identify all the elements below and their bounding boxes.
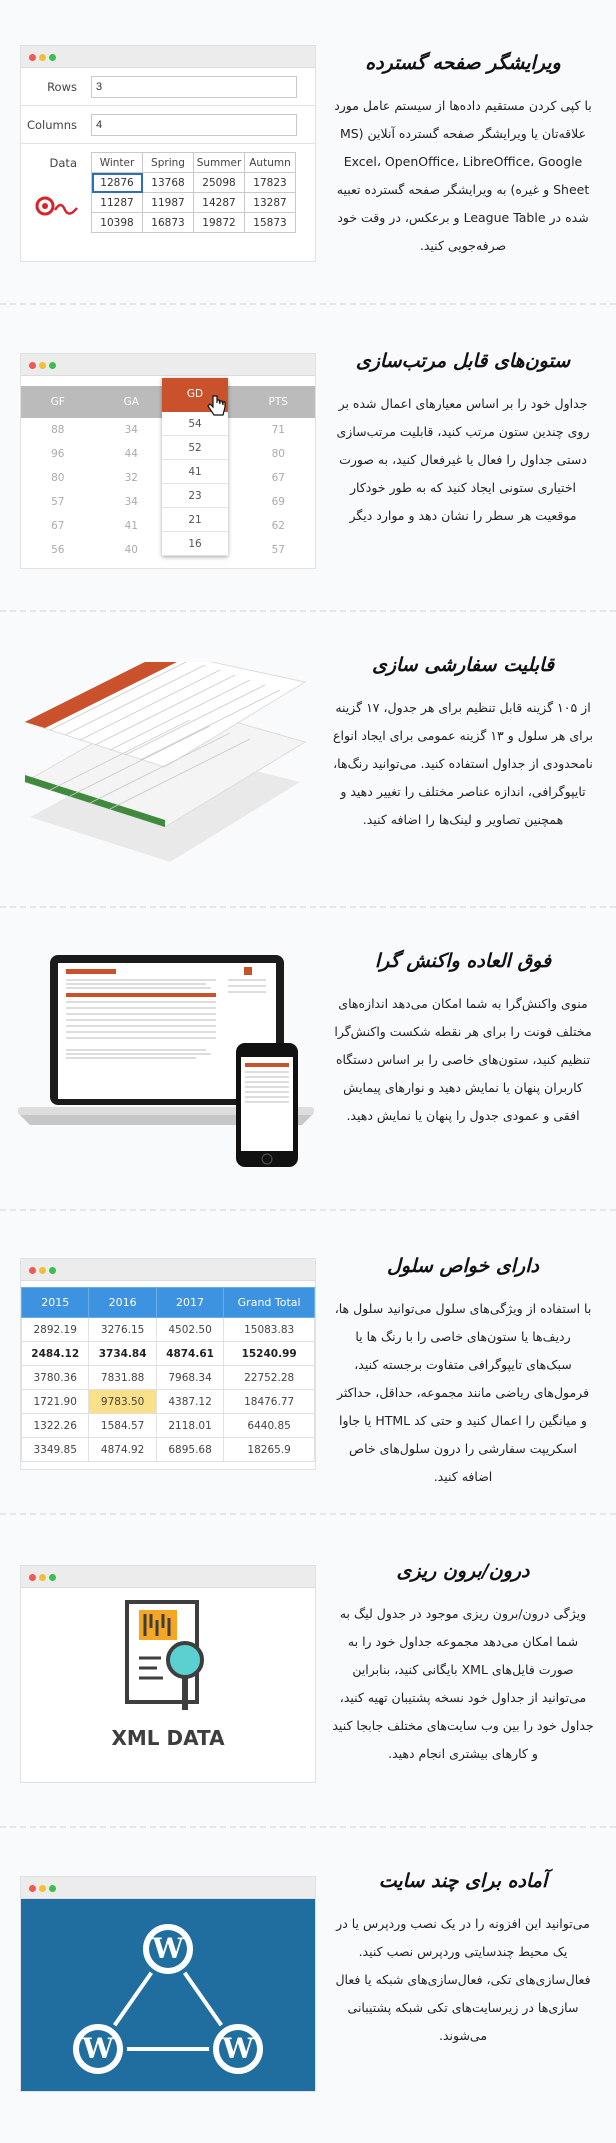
columns-label: Columns bbox=[26, 117, 77, 132]
section-description: از ۱۰۵ گزینه قابل تنظیم برای هر جدول، ۱۷ گزینه برای هر سلول و ۱۳ گزینه عمومی برای ایجاد انواع نامحدودی از جداول استفاده کنید. می‌توانید رنگ‌ها، تایپوگرافی، اندازه عناصر مختلف را تغییر دهید و همچنین تصاویر و لینک‌ها را اضافه کنید. bbox=[333, 700, 593, 827]
table-cell: 80 bbox=[271, 448, 285, 460]
table-cell: 41 bbox=[162, 460, 228, 484]
table-cell: 21 bbox=[162, 508, 228, 532]
columns-field-row bbox=[21, 106, 315, 144]
grid-cell[interactable]: 16873 bbox=[143, 213, 194, 233]
customization-text bbox=[332, 654, 594, 834]
table-cell: 7831.88 bbox=[89, 1366, 156, 1390]
minimize-dot-icon bbox=[39, 1267, 46, 1274]
maximize-dot-icon bbox=[49, 1267, 56, 1274]
table-row bbox=[22, 1390, 315, 1414]
table-cell: 44 bbox=[124, 448, 138, 460]
spreadsheet-window bbox=[20, 45, 316, 262]
section-sortable-columns bbox=[0, 305, 616, 612]
table-cell: 1721.90 bbox=[22, 1390, 89, 1414]
table-cell: 40 bbox=[124, 544, 138, 556]
window-titlebar bbox=[21, 1259, 315, 1281]
table-cell: 2118.01 bbox=[156, 1414, 223, 1438]
section-multisite bbox=[0, 1828, 616, 2143]
table-cell: 32 bbox=[124, 472, 138, 484]
table-row bbox=[22, 1438, 315, 1462]
section-description: با استفاده از ویژگی‌های سلول می‌توانید سلول ها، ردیف‌ها یا ستون‌های خاصی را با رنگ ها یا سبک‌های تایپوگرافی متفاوت برجسته کنید، فرمول‌های ریاضی مانند مجموعه، حداقل، حداکثر و میانگین را اعمال کنید و حتی کد HTML یا جاوا اسکریپت سفارشی را درون سلول‌های خاص اضافه کنید. bbox=[334, 1301, 592, 1484]
window-titlebar bbox=[21, 1877, 315, 1899]
maximize-dot-icon bbox=[49, 1885, 56, 1892]
grid-cell[interactable]: 10398 bbox=[92, 213, 143, 233]
xml-window bbox=[20, 1565, 316, 1783]
table-cell: 3780.36 bbox=[22, 1366, 89, 1390]
table-cell: 3276.15 bbox=[89, 1318, 156, 1342]
table-cell: 54 bbox=[162, 412, 228, 436]
section-title: ستون‌های قابل مرتب‌سازی bbox=[355, 350, 571, 372]
grid-cell-selected[interactable]: 12876 bbox=[92, 173, 143, 193]
table-cell: 67 bbox=[271, 472, 285, 484]
stacked-tables-illustration bbox=[20, 662, 310, 862]
cell-properties-table bbox=[21, 1287, 315, 1462]
minimize-dot-icon bbox=[39, 1885, 46, 1892]
section-responsive bbox=[0, 908, 616, 1211]
minimize-dot-icon bbox=[39, 54, 46, 61]
window-titlebar bbox=[21, 46, 315, 68]
sortable-window bbox=[20, 353, 316, 569]
laptop-phone-illustration bbox=[18, 953, 318, 1173]
column-header-gd[interactable]: GD bbox=[162, 378, 228, 412]
grid-cell[interactable]: 25098 bbox=[194, 173, 245, 193]
column-header: 2017 bbox=[156, 1288, 223, 1318]
table-cell: 57 bbox=[51, 496, 65, 508]
window-titlebar bbox=[21, 354, 315, 376]
xml-file-magnifier-icon bbox=[117, 1598, 221, 1718]
close-dot-icon bbox=[29, 1574, 36, 1581]
section-description: با کپی کردن مستقیم داده‌ها از سیستم عامل مورد علاقه‌تان یا ویرایشگر صفحه گسترده آنلاین (MS Excel، OpenOffice، LibreOffice، Google Sheet و غیره) به ویرایشگر صفحه گسترده تعبیه شده در League Table و برعکس، در وقت خود صرفه‌جویی کنید. bbox=[334, 98, 592, 253]
table-row bbox=[92, 213, 296, 233]
table-cell: 23 bbox=[162, 484, 228, 508]
table-cell: 2484.12 bbox=[22, 1342, 89, 1366]
section-title: ویرایشگر صفحه گسترده bbox=[365, 52, 561, 74]
grid-cell[interactable]: 15873 bbox=[245, 213, 296, 233]
close-dot-icon bbox=[29, 362, 36, 369]
cell-properties-text bbox=[332, 1255, 594, 1491]
grid-cell[interactable]: 11987 bbox=[143, 193, 194, 213]
section-import-export bbox=[0, 1515, 616, 1828]
table-cell: 18476.77 bbox=[224, 1390, 315, 1414]
close-dot-icon bbox=[29, 54, 36, 61]
table-row bbox=[92, 153, 296, 173]
grid-cell[interactable]: 17823 bbox=[245, 173, 296, 193]
table-cell: 4874.61 bbox=[156, 1342, 223, 1366]
table-cell: 96 bbox=[51, 448, 65, 460]
column-header-ga[interactable]: GA bbox=[95, 386, 169, 418]
maximize-dot-icon bbox=[49, 1574, 56, 1581]
table-cell: 22752.28 bbox=[224, 1366, 315, 1390]
table-cell: 18265.9 bbox=[224, 1438, 315, 1462]
minimize-dot-icon bbox=[39, 1574, 46, 1581]
table-cell: 67 bbox=[51, 520, 65, 532]
rows-input[interactable] bbox=[91, 76, 297, 98]
rows-label: Rows bbox=[47, 79, 77, 94]
table-cell: 15083.83 bbox=[224, 1318, 315, 1342]
grid-header-cell[interactable]: Summer bbox=[194, 153, 245, 173]
table-cell: 56 bbox=[51, 544, 65, 556]
data-label: Data bbox=[49, 156, 77, 170]
table-cell: 41 bbox=[124, 520, 138, 532]
table-cell: 69 bbox=[271, 496, 285, 508]
table-cell: 7968.34 bbox=[156, 1366, 223, 1390]
table-header-row bbox=[22, 1288, 315, 1318]
highlighted-cell: 9783.50 bbox=[89, 1390, 156, 1414]
grid-header-cell[interactable]: Winter bbox=[92, 153, 143, 173]
section-title: آماده برای چند سایت bbox=[378, 1870, 548, 1892]
table-row bbox=[22, 1318, 315, 1342]
table-cell: 34 bbox=[124, 496, 138, 508]
spreadsheet-grid[interactable] bbox=[91, 152, 296, 233]
maximize-dot-icon bbox=[49, 362, 56, 369]
column-header-pts[interactable]: PTS bbox=[242, 386, 316, 418]
grid-cell[interactable]: 13768 bbox=[143, 173, 194, 193]
grid-header-cell[interactable]: Autumn bbox=[245, 153, 296, 173]
section-description: ویژگی درون/برون ریزی موجود در جدول لیگ به شما امکان می‌دهد مجموعه جداول خود را به صورت فایل‌های XML بایگانی کنید، بنابراین می‌توانید از جداول خود نسخه پشتیبان تهیه کنید، جداول خود را بین وب سایت‌های مختلف جابجا کنید و کارهای بیشتری انجام دهید. bbox=[332, 1606, 594, 1761]
table-cell: 16 bbox=[162, 532, 228, 556]
grid-cell[interactable]: 19872 bbox=[194, 213, 245, 233]
table-cell: 71 bbox=[271, 424, 285, 436]
table-cell: 88 bbox=[51, 424, 65, 436]
brand-logo-icon bbox=[35, 192, 79, 220]
table-cell: 52 bbox=[162, 436, 228, 460]
wordpress-logo-icon: W bbox=[69, 2020, 127, 2078]
section-spreadsheet-editor bbox=[0, 0, 616, 305]
hand-cursor-icon bbox=[207, 394, 227, 418]
section-title: درون/برون ریزی bbox=[396, 1560, 530, 1582]
section-description: می‌توانید این افزونه را در یک نصب وردپرس یا در یک محیط چندسایتی وردپرس نصب کنید. فعال‌سازی‌های تکی، فعال‌سازی‌های شبکه یا فعال سازی‌ها در زیرسایت‌های تکی شبکه پشتیبانی می‌شوند. bbox=[335, 1916, 591, 2043]
wordpress-logo-icon: W bbox=[209, 2020, 267, 2078]
responsive-text bbox=[332, 950, 594, 1130]
spreadsheet-text bbox=[332, 52, 594, 260]
minimize-dot-icon bbox=[39, 362, 46, 369]
section-title: دارای خواص سلول bbox=[387, 1255, 539, 1277]
table-row bbox=[92, 193, 296, 213]
grid-cell[interactable]: 13287 bbox=[245, 193, 296, 213]
table-cell: 3734.84 bbox=[89, 1342, 156, 1366]
window-titlebar bbox=[21, 1566, 315, 1588]
table-cell: 4874.92 bbox=[89, 1438, 156, 1462]
column-header: 2015 bbox=[22, 1288, 89, 1318]
table-cell: 15240.99 bbox=[224, 1342, 315, 1366]
table-cell: 6440.85 bbox=[224, 1414, 315, 1438]
column-header-gf[interactable]: GF bbox=[21, 386, 95, 418]
table-cell: 3349.85 bbox=[22, 1438, 89, 1462]
table-cell: 62 bbox=[271, 520, 285, 532]
sortable-text bbox=[332, 350, 594, 530]
cell-properties-window bbox=[20, 1258, 316, 1470]
grid-cell[interactable]: 11287 bbox=[92, 193, 143, 213]
table-cell: 80 bbox=[51, 472, 65, 484]
table-cell: 1584.57 bbox=[89, 1414, 156, 1438]
close-dot-icon bbox=[29, 1885, 36, 1892]
grid-header-cell[interactable]: Spring bbox=[143, 153, 194, 173]
section-customization bbox=[0, 612, 616, 908]
rows-field-row bbox=[21, 68, 315, 106]
table-row bbox=[22, 1414, 315, 1438]
column-header: Grand Total bbox=[224, 1288, 315, 1318]
table-cell: 57 bbox=[271, 544, 285, 556]
table-row bbox=[92, 173, 296, 193]
table-cell: 6895.68 bbox=[156, 1438, 223, 1462]
wordpress-logo-icon: W bbox=[139, 1920, 197, 1978]
grid-cell[interactable]: 14287 bbox=[194, 193, 245, 213]
section-title: قابلیت سفارشی سازی bbox=[371, 654, 555, 676]
table-cell: 4387.12 bbox=[156, 1390, 223, 1414]
column-header: 2016 bbox=[89, 1288, 156, 1318]
table-row bbox=[22, 1366, 315, 1390]
table-row-bold bbox=[22, 1342, 315, 1366]
section-description: جداول خود را بر اساس معیارهای اعمال شده بر روی چندین ستون مرتب کنید، قابلیت مرتب‌سازی دستی جداول را فعال یا غیرفعال کنید، به صورت اختیاری ستونی ایجاد کنید که به طور خودکار موقعیت هر سطر را نشان دهد و موارد دیگر bbox=[336, 396, 590, 523]
table-cell: 2892.19 bbox=[22, 1318, 89, 1342]
xml-data-label: XML DATA bbox=[111, 1726, 225, 1750]
section-description: منوی واکنش‌گرا به شما امکان می‌دهد اندازه‌های مختلف فونت را برای هر نقطه شکست واکنش‌گرا تنظیم کنید، ستون‌های خاصی را بر اساس دستگاه کاربران پنهان یا نمایش دهید و نوارهای پیمایش افقی و عمودی جدول را پنهان یا نمایش دهید. bbox=[334, 996, 592, 1123]
multisite-window bbox=[20, 1876, 316, 2092]
multisite-text bbox=[332, 1870, 594, 2050]
section-title: فوق العاده واکنش گرا bbox=[374, 950, 552, 972]
table-cell: 1322.26 bbox=[22, 1414, 89, 1438]
section-cell-properties bbox=[0, 1211, 616, 1515]
table-cell: 4502.50 bbox=[156, 1318, 223, 1342]
maximize-dot-icon bbox=[49, 54, 56, 61]
table-cell: 34 bbox=[124, 424, 138, 436]
close-dot-icon bbox=[29, 1267, 36, 1274]
columns-input[interactable] bbox=[91, 114, 297, 136]
import-export-text bbox=[332, 1560, 594, 1768]
